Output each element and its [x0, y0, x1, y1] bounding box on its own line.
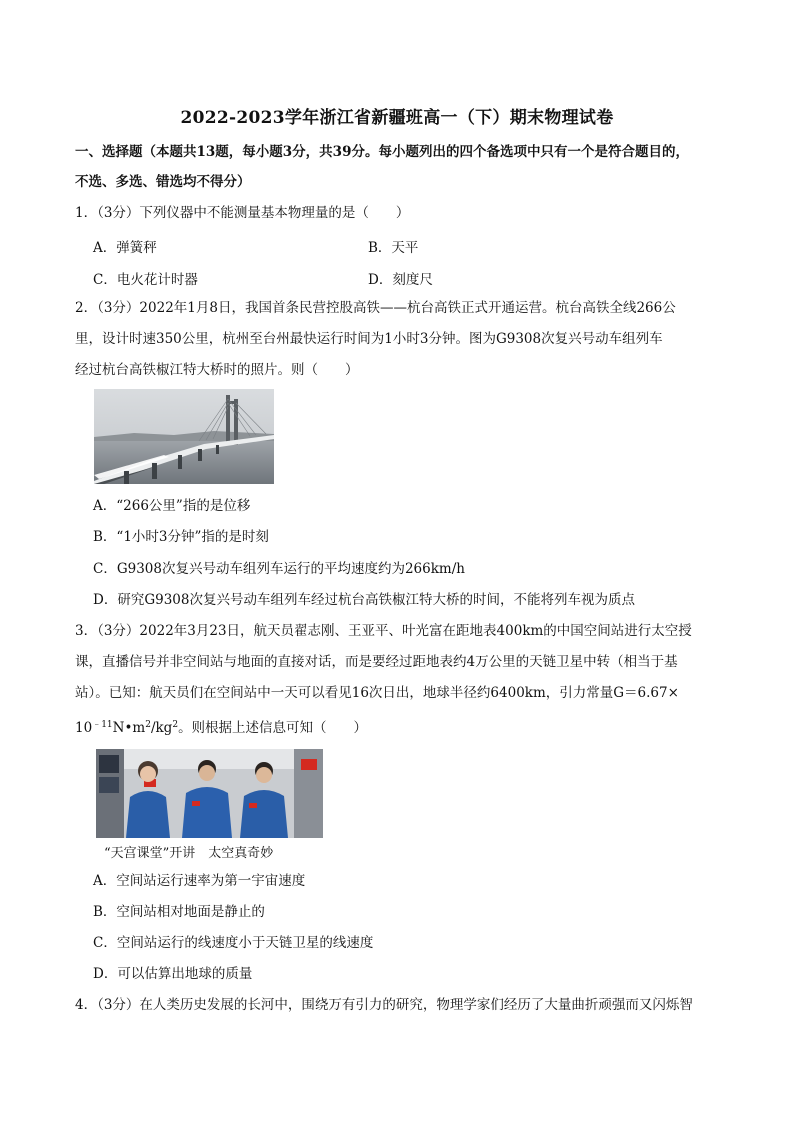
page-title: 2022-2023学年浙江省新疆班高一（下）期末物理试卷 [180, 108, 614, 128]
q2-stem-line3: 经过杭台高铁椒江特大桥时的照片。则（ ） [75, 362, 359, 378]
q2-stem-line2: 里，设计时速350公里，杭州至台州最快运行时间为1小时3分钟。图为G9308次复兴号动车组列车 [75, 331, 663, 347]
q3-stem-line1: 3．（3分）2022年3月23日，航天员翟志刚、王亚平、叶光富在距地表400km的中国空间站进行太空授 [75, 623, 692, 639]
q3-stem-line3: 站）。已知：航天员们在空间站中一天可以看见16次日出，地球半径约6400km，引力常量G＝6.67× [75, 685, 679, 701]
q4-stem-line1: 4．（3分）在人类历史发展的长河中，围绕万有引力的研究，物理学家们经历了大量曲折顽强而又闪烁智 [75, 997, 693, 1013]
space-station-photo [96, 749, 323, 838]
q3-option-d: D．可以估算出地球的质量 [93, 966, 253, 982]
q1-option-c: C．电火花计时器 [93, 272, 198, 288]
q3-option-c: C．空间站运行的线速度小于天链卫星的线速度 [93, 935, 374, 951]
q1-option-a: A．弹簧秤 [93, 240, 157, 256]
q3-option-b: B．空间站相对地面是静止的 [93, 904, 265, 920]
section-header-line2: 不选、多选、错选均不得分） [75, 174, 251, 190]
q2-option-d: D．研究G9308次复兴号动车组列车经过杭台高铁椒江特大桥的时间，不能将列车视为质点 [93, 592, 635, 608]
q2-option-c: C．G9308次复兴号动车组列车运行的平均速度约为266km/h [93, 561, 465, 577]
q1-option-b: B．天平 [368, 240, 419, 256]
q3-photo-caption: “天宫课堂”开讲 太空真奇妙 [104, 846, 274, 861]
q1-option-d: D．刻度尺 [368, 272, 433, 288]
q2-option-b: B．“1小时3分钟”指的是时刻 [93, 529, 269, 545]
bridge-photo [94, 389, 274, 484]
q2-stem-line1: 2．（3分）2022年1月8日，我国首条民营控股高铁——杭台高铁正式开通运营。杭台高铁全线266公 [75, 300, 676, 316]
q3-stem-line4: $10^{﹣11}N•m^2/kg^2$。则根据上述信息可知（ ） [75, 720, 368, 736]
q3-stem-line2: 课，直播信号并非空间站与地面的直接对话，而是要经过距地表约4万公里的天链卫星中转（相当于基 [75, 654, 678, 670]
q1-stem: 1．（3分）下列仪器中不能测量基本物理量的是（ ） [75, 205, 410, 221]
q2-option-a: A．“266公里”指的是位移 [93, 498, 251, 514]
q3-option-a: A．空间站运行速率为第一宇宙速度 [93, 873, 306, 889]
section-header-line1: 一、选择题（本题共13题，每小题3分，共39分。每小题列出的四个备选项中只有一个是符合题目的， [75, 144, 689, 160]
